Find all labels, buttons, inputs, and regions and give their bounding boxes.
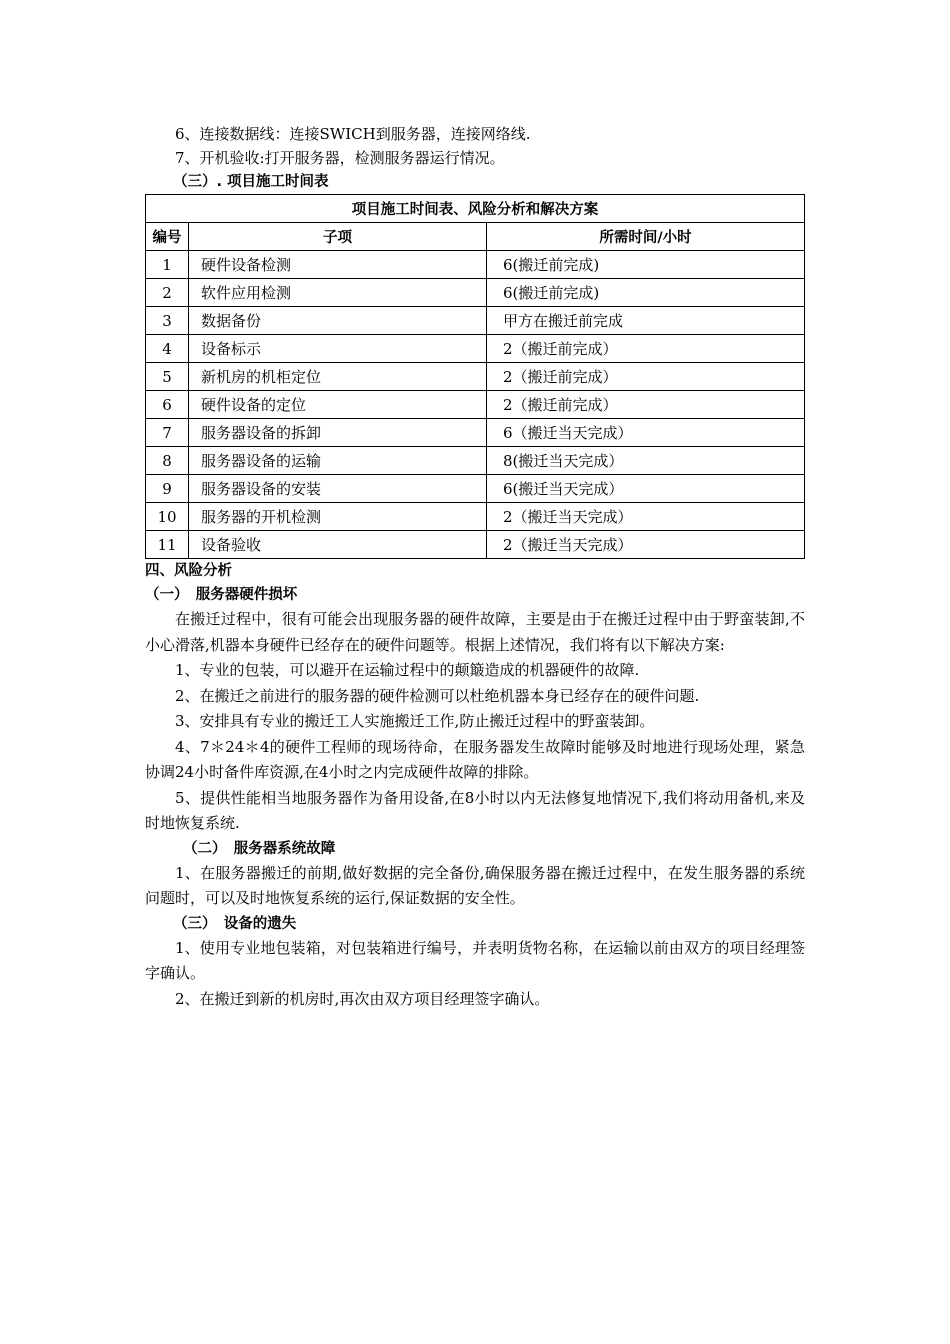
row-time: 6（搬迁当天完成） [487, 419, 805, 447]
section-system-title: （二） 服务器系统故障 [183, 840, 336, 857]
row-time: 2（搬迁当天完成） [487, 503, 805, 531]
row-number: 1 [146, 251, 189, 279]
row-number: 6 [146, 391, 189, 419]
row-number: 7 [146, 419, 189, 447]
hardware-solution-5: 5、提供性能相当地服务器作为备用设备,在8小时以内无法修复地情况下,我们将动用备机,来及时地恢复系统. [145, 788, 805, 832]
table-row [146, 335, 805, 363]
loss-solution-1: 1、使用专业地包装箱，对包装箱进行编号，并表明货物名称，在运输以前由双方的项目经理签字确认。 [145, 938, 805, 982]
row-time: 2（搬迁前完成） [487, 335, 805, 363]
section-loss-title: （三） 设备的遗失 [173, 915, 297, 932]
table-row [146, 279, 805, 307]
row-number: 8 [146, 447, 189, 475]
row-number: 9 [146, 475, 189, 503]
row-time: 6(搬迁当天完成） [487, 475, 805, 503]
intro-step-7: 7、开机验收:打开服务器，检测服务器运行情况。 [175, 149, 505, 167]
risk-heading: 四、风险分析 [145, 563, 232, 579]
table-row [146, 419, 805, 447]
row-number: 11 [146, 531, 189, 559]
schedule-heading: （三）. 项目施工时间表 [173, 174, 329, 190]
row-item: 硬件设备检测 [189, 251, 487, 279]
row-item: 服务器设备的拆卸 [189, 419, 487, 447]
table-row [146, 251, 805, 279]
row-item: 新机房的机柜定位 [189, 363, 487, 391]
row-item: 硬件设备的定位 [189, 391, 487, 419]
row-number: 2 [146, 279, 189, 307]
row-time: 6(搬迁前完成) [487, 251, 805, 279]
row-time: 2（搬迁当天完成） [487, 531, 805, 559]
row-time: 2（搬迁前完成） [487, 391, 805, 419]
row-item: 设备验收 [189, 531, 487, 559]
hardware-solution-4: 4、7＊24＊4的硬件工程师的现场待命，在服务器发生故障时能够及时地进行现场处理，紧急协调24小时备件库资源,在4小时之内完成硬件故障的排除。 [145, 737, 805, 781]
row-number: 5 [146, 363, 189, 391]
row-number: 4 [146, 335, 189, 363]
table-row [146, 307, 805, 335]
table-row [146, 475, 805, 503]
row-item: 软件应用检测 [189, 279, 487, 307]
table-row [146, 447, 805, 475]
row-item: 服务器设备的安装 [189, 475, 487, 503]
header-number: 编号 [146, 223, 189, 251]
header-time: 所需时间/小时 [487, 223, 805, 251]
header-item: 子项 [189, 223, 487, 251]
table-header-row [146, 223, 805, 251]
row-item: 设备标示 [189, 335, 487, 363]
schedule-table [145, 194, 805, 559]
row-time: 6(搬迁前完成) [487, 279, 805, 307]
loss-solution-2: 2、在搬迁到新的机房时,再次由双方项目经理签字确认。 [175, 989, 550, 1008]
hardware-solution-3: 3、安排具有专业的搬迁工人实施搬迁工作,防止搬迁过程中的野蛮装卸。 [175, 712, 655, 730]
section-hardware-intro: 在搬迁过程中，很有可能会出现服务器的硬件故障，主要是由于在搬迁过程中由于野蛮装卸,不小心滑落,机器本身硬件已经存在的硬件问题等。根据上述情况，我们将有以下解决方案: [145, 610, 805, 654]
row-number: 3 [146, 307, 189, 335]
row-time: 8(搬迁当天完成） [487, 447, 805, 475]
table-row [146, 503, 805, 531]
row-item: 服务器设备的运输 [189, 447, 487, 475]
hardware-solution-2: 2、在搬迁之前进行的服务器的硬件检测可以杜绝机器本身已经存在的硬件问题. [175, 686, 700, 705]
table-row [146, 363, 805, 391]
document-page [145, 122, 805, 1012]
hardware-solution-1: 1、专业的包装，可以避开在运输过程中的颠簸造成的机器硬件的故障. [175, 661, 640, 679]
table-row [146, 531, 805, 559]
row-time: 2（搬迁前完成） [487, 363, 805, 391]
table-row [146, 391, 805, 419]
system-solution-1: 1、在服务器搬迁的前期,做好数据的完全备份,确保服务器在搬迁过程中，在发生服务器的系统问题时，可以及时地恢复系统的运行,保证数据的安全性。 [145, 863, 805, 907]
row-item: 服务器的开机检测 [189, 503, 487, 531]
table-caption-row [146, 195, 805, 223]
row-time: 甲方在搬迁前完成 [487, 307, 805, 335]
row-number: 10 [146, 503, 189, 531]
intro-step-6: 6、连接数据线：连接SWICH到服务器，连接网络线. [175, 125, 531, 143]
section-hardware-title: （一） 服务器硬件损坏 [145, 587, 298, 603]
row-item: 数据备份 [189, 307, 487, 335]
table-caption: 项目施工时间表、风险分析和解决方案 [146, 195, 805, 223]
